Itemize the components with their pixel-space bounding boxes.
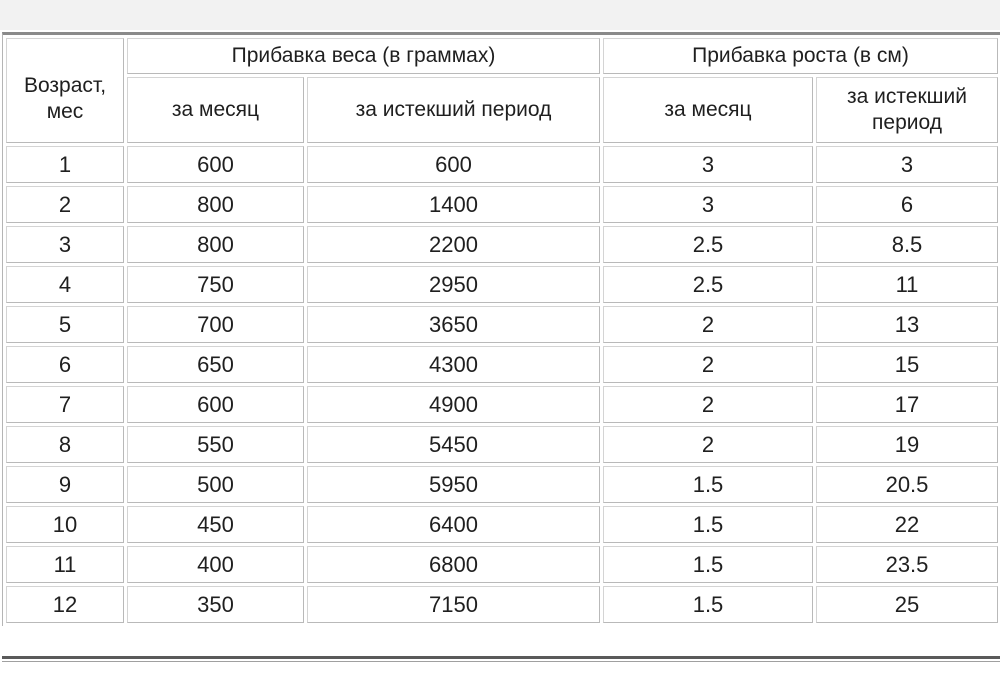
cell-weight-period: 1400 <box>307 186 600 223</box>
cell-height-period: 22 <box>816 506 998 543</box>
cell-weight-period: 6400 <box>307 506 600 543</box>
cell-weight-month: 750 <box>127 266 304 303</box>
cell-weight-period: 3650 <box>307 306 600 343</box>
growth-table <box>2 32 1000 626</box>
cell-weight-month: 500 <box>127 466 304 503</box>
cell-weight-month: 450 <box>127 506 304 543</box>
cell-age: 12 <box>6 586 124 623</box>
cell-height-month: 1.5 <box>603 586 813 623</box>
header-height-month: за месяц <box>603 77 813 143</box>
cell-weight-month: 650 <box>127 346 304 383</box>
cell-height-month: 2.5 <box>603 266 813 303</box>
cell-weight-period: 2200 <box>307 226 600 263</box>
cell-height-period: 19 <box>816 426 998 463</box>
header-weight-period: за истекший период <box>307 77 600 143</box>
table-row <box>6 266 998 303</box>
cell-height-period: 11 <box>816 266 998 303</box>
cell-age: 1 <box>6 146 124 183</box>
cell-weight-month: 550 <box>127 426 304 463</box>
cell-height-period: 6 <box>816 186 998 223</box>
cell-age: 6 <box>6 346 124 383</box>
cell-weight-month: 600 <box>127 146 304 183</box>
cell-age: 3 <box>6 226 124 263</box>
cell-height-period: 3 <box>816 146 998 183</box>
cell-height-period: 15 <box>816 346 998 383</box>
header-row-sub <box>6 77 998 143</box>
cell-weight-period: 5450 <box>307 426 600 463</box>
cell-height-month: 1.5 <box>603 466 813 503</box>
cell-height-period: 23.5 <box>816 546 998 583</box>
cell-weight-period: 600 <box>307 146 600 183</box>
cell-age: 10 <box>6 506 124 543</box>
cell-age: 4 <box>6 266 124 303</box>
cell-age: 2 <box>6 186 124 223</box>
table-row <box>6 586 998 623</box>
cell-age: 9 <box>6 466 124 503</box>
table-row <box>6 226 998 263</box>
cell-height-month: 1.5 <box>603 546 813 583</box>
cell-weight-month: 800 <box>127 186 304 223</box>
cell-age: 11 <box>6 546 124 583</box>
bottom-rule <box>2 656 1000 659</box>
cell-weight-period: 6800 <box>307 546 600 583</box>
cell-weight-month: 800 <box>127 226 304 263</box>
table-row <box>6 146 998 183</box>
cell-weight-month: 700 <box>127 306 304 343</box>
header-weight-month: за месяц <box>127 77 304 143</box>
top-strip <box>0 0 1000 30</box>
cell-height-period: 13 <box>816 306 998 343</box>
header-height-group: Прибавка роста (в см) <box>603 38 998 74</box>
cell-height-month: 2 <box>603 386 813 423</box>
cell-age: 7 <box>6 386 124 423</box>
cell-weight-period: 7150 <box>307 586 600 623</box>
cell-weight-period: 2950 <box>307 266 600 303</box>
cell-height-month: 1.5 <box>603 506 813 543</box>
header-height-period: за истекший период <box>816 77 998 143</box>
table-row <box>6 466 998 503</box>
table-body <box>6 146 998 623</box>
cell-weight-month: 600 <box>127 386 304 423</box>
cell-weight-month: 350 <box>127 586 304 623</box>
bottom-rule-thin <box>2 661 1000 662</box>
cell-weight-period: 4900 <box>307 386 600 423</box>
cell-weight-month: 400 <box>127 546 304 583</box>
table-row <box>6 346 998 383</box>
cell-height-period: 25 <box>816 586 998 623</box>
cell-weight-period: 5950 <box>307 466 600 503</box>
table-row <box>6 306 998 343</box>
table-row <box>6 186 998 223</box>
header-age: Возраст, мес <box>6 38 124 143</box>
cell-height-month: 2 <box>603 426 813 463</box>
cell-height-month: 3 <box>603 146 813 183</box>
cell-age: 8 <box>6 426 124 463</box>
cell-height-month: 3 <box>603 186 813 223</box>
header-weight-group: Прибавка веса (в граммах) <box>127 38 600 74</box>
cell-height-month: 2.5 <box>603 226 813 263</box>
table-row <box>6 506 998 543</box>
cell-age: 5 <box>6 306 124 343</box>
cell-height-period: 17 <box>816 386 998 423</box>
cell-height-period: 8.5 <box>816 226 998 263</box>
cell-weight-period: 4300 <box>307 346 600 383</box>
cell-height-month: 2 <box>603 306 813 343</box>
cell-height-month: 2 <box>603 346 813 383</box>
table-row <box>6 546 998 583</box>
table-row <box>6 386 998 423</box>
cell-height-period: 20.5 <box>816 466 998 503</box>
header-row-groups <box>6 38 998 74</box>
table-row <box>6 426 998 463</box>
